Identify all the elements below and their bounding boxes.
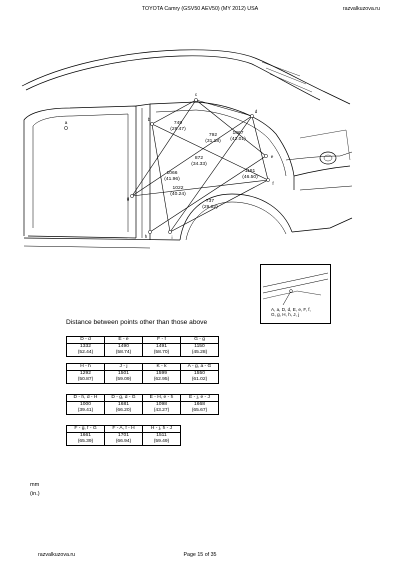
point-label: i bbox=[171, 235, 173, 240]
table-value-cell bbox=[181, 402, 219, 415]
value-in: (45.28) bbox=[191, 350, 208, 355]
table-value-cell bbox=[143, 433, 181, 446]
point-label: c bbox=[194, 92, 198, 97]
table-header-cell: H - h bbox=[67, 364, 105, 371]
table-value-cell bbox=[67, 371, 105, 384]
distance-inches: (46.50) bbox=[242, 175, 258, 180]
table-header-cell: K - k bbox=[143, 364, 181, 371]
distance-value: 792 bbox=[208, 133, 218, 138]
point-label: b bbox=[147, 117, 151, 122]
value-mm: 1490 bbox=[118, 344, 129, 350]
distance-inches: (34.33) bbox=[191, 162, 207, 167]
distance-value: 1066 bbox=[166, 171, 178, 176]
distance-table-1 bbox=[66, 336, 219, 357]
value-mm: 1701 bbox=[118, 433, 129, 439]
distance-value: 1067 bbox=[232, 131, 244, 136]
value-in: (59.49) bbox=[153, 439, 170, 444]
table-value-cell bbox=[105, 344, 143, 357]
table-header-cell: G - g bbox=[181, 337, 219, 344]
table-caption: Distance between points other than those above bbox=[66, 319, 208, 326]
point-label: h bbox=[144, 234, 148, 239]
value-mm: 1098 bbox=[156, 402, 167, 408]
table-header-cell: E - j, e - J bbox=[181, 395, 219, 402]
header-site[interactable]: razvalkuzova.ru bbox=[342, 6, 380, 12]
distance-table-3 bbox=[66, 394, 219, 415]
distance-table-4 bbox=[66, 425, 181, 446]
value-mm: 1599 bbox=[156, 371, 167, 377]
measuring-point-inset bbox=[260, 264, 331, 324]
value-in: (65.39) bbox=[77, 439, 94, 444]
table-header-cell: D - g, d - G bbox=[105, 395, 143, 402]
point-label: d bbox=[254, 109, 258, 114]
distance-inches: (40.24) bbox=[170, 192, 186, 197]
table-value-cell bbox=[105, 433, 143, 446]
table-header-cell: F - g, f - G bbox=[67, 426, 105, 433]
distance-inches: (42.01) bbox=[230, 137, 246, 142]
table-header-cell: F - A, f - H bbox=[105, 426, 143, 433]
value-mm: 1491 bbox=[156, 344, 167, 350]
units-in: (in.) bbox=[30, 490, 40, 497]
distance-value: 1181 bbox=[244, 169, 256, 174]
inset-points-line-2: G, g, H, h, J, j bbox=[271, 312, 300, 318]
value-mm: 1668 bbox=[194, 402, 205, 408]
value-mm: 1332 bbox=[80, 344, 91, 350]
body-side-diagram bbox=[0, 0, 400, 266]
point-label: f bbox=[272, 181, 274, 186]
table-header-cell: D - h, d - H bbox=[67, 395, 105, 402]
table-value-cell bbox=[67, 433, 105, 446]
footer-page-number: Page 15 of 35 bbox=[183, 552, 217, 558]
table-header-cell: E - e bbox=[105, 337, 143, 344]
table-value-cell bbox=[181, 371, 219, 384]
table-value-cell bbox=[105, 371, 143, 384]
distance-inches: (29.02) bbox=[202, 205, 218, 210]
table-header-cell: F - f bbox=[143, 337, 181, 344]
value-mm: 1501 bbox=[118, 371, 129, 377]
distance-inches: (29.47) bbox=[170, 127, 186, 132]
header-title: TOYOTA Camry (GSV50 AEV50) (MY 2012) USA bbox=[141, 6, 259, 12]
value-mm: 1511 bbox=[156, 433, 167, 439]
table-value-cell bbox=[143, 344, 181, 357]
distance-inches: (41.96) bbox=[164, 177, 180, 182]
value-in: (66.94) bbox=[115, 439, 132, 444]
value-mm: 1661 bbox=[80, 433, 91, 439]
value-in: (50.87) bbox=[77, 377, 94, 382]
value-in: (62.95) bbox=[153, 377, 170, 382]
value-mm: 1000 bbox=[80, 402, 91, 408]
value-in: (39.41) bbox=[77, 408, 94, 413]
distance-value: 872 bbox=[194, 156, 204, 161]
value-in: (66.20) bbox=[115, 408, 132, 413]
table-header-cell: H - j, h - J bbox=[143, 426, 181, 433]
value-in: (52.44) bbox=[77, 350, 94, 355]
distance-value: 1022 bbox=[172, 186, 184, 191]
table-header-cell: D - d bbox=[67, 337, 105, 344]
value-in: (59.09) bbox=[115, 377, 132, 382]
table-value-cell bbox=[67, 402, 105, 415]
point-label: a bbox=[64, 120, 68, 125]
distance-value: 749 bbox=[173, 121, 183, 126]
units-mm: mm bbox=[30, 482, 40, 488]
value-in: (43.27) bbox=[153, 408, 170, 413]
table-value-cell bbox=[105, 402, 143, 415]
point-label: g bbox=[126, 196, 130, 201]
value-mm: 1550 bbox=[194, 371, 205, 377]
inset-points-line-1: A, a, D, d, E, e, F, f, bbox=[271, 307, 311, 312]
units-legend bbox=[30, 481, 40, 498]
value-mm: 1681 bbox=[118, 402, 129, 408]
table-value-cell bbox=[67, 344, 105, 357]
table-value-cell bbox=[181, 344, 219, 357]
value-in: (61.02) bbox=[191, 377, 208, 382]
table-value-cell bbox=[143, 402, 181, 415]
footer-site[interactable]: razvalkuzova.ru bbox=[38, 552, 76, 558]
value-in: (58.70) bbox=[153, 350, 170, 355]
distance-inches: (31.18) bbox=[205, 139, 221, 144]
distance-table-2 bbox=[66, 363, 219, 384]
table-header-cell: J - j bbox=[105, 364, 143, 371]
table-header-cell: A - g, a - G bbox=[181, 364, 219, 371]
table-header-cell: E - H, e - h bbox=[143, 395, 181, 402]
value-mm: 1292 bbox=[80, 371, 91, 377]
table-value-cell bbox=[143, 371, 181, 384]
value-in: (58.74) bbox=[115, 350, 132, 355]
value-mm: 1150 bbox=[194, 344, 205, 350]
point-label: e bbox=[270, 154, 274, 159]
distance-value: 737 bbox=[205, 199, 215, 204]
value-in: (65.67) bbox=[191, 408, 208, 413]
